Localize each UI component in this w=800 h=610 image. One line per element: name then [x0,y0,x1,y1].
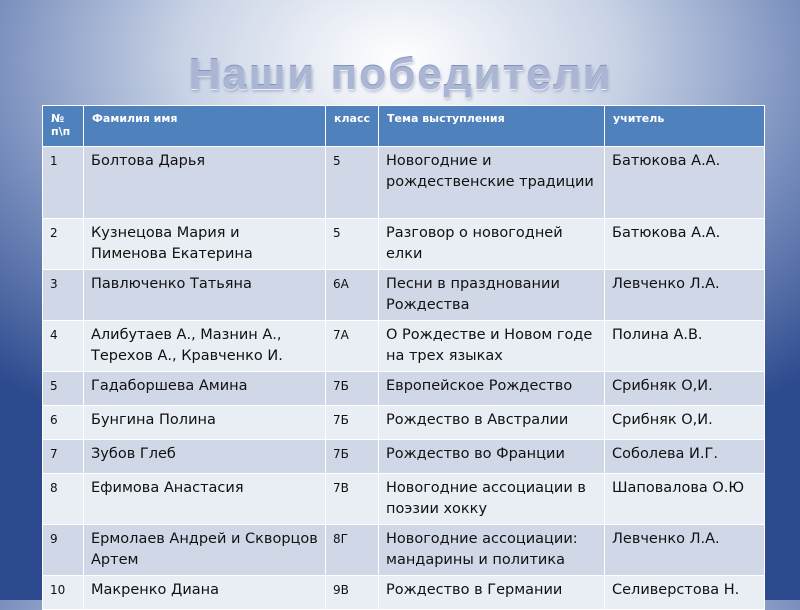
cell-name: Ермолаев Андрей и Скворцов Артем [84,525,326,576]
cell-teacher: Срибняк О,И. [605,406,765,440]
cell-number: 9 [43,525,84,576]
cell-class: 9В [326,576,379,610]
table-row [43,440,765,474]
header-class: класс [326,106,379,147]
cell-topic: Рождество в Германии [379,576,605,610]
cell-name: Ефимова Анастасия [84,474,326,525]
cell-class: 7А [326,321,379,372]
cell-class: 7Б [326,406,379,440]
cell-class: 8Г [326,525,379,576]
table-row [43,372,765,406]
cell-teacher: Срибняк О,И. [605,372,765,406]
cell-teacher: Левченко Л.А. [605,525,765,576]
table-row [43,147,765,219]
table-row [43,406,765,440]
cell-class: 7Б [326,440,379,474]
cell-teacher: Шаповалова О.Ю [605,474,765,525]
cell-name: Бунгина Полина [84,406,326,440]
table-row [43,321,765,372]
cell-topic: Песни в праздновании Рождества [379,270,605,321]
cell-topic: Рождество в Австралии [379,406,605,440]
cell-class: 5 [326,219,379,270]
cell-topic: Новогодние и рождественские традиции [379,147,605,219]
cell-number: 10 [43,576,84,610]
cell-topic: Разговор о новогодней елки [379,219,605,270]
cell-name: Павлюченко Татьяна [84,270,326,321]
cell-name: Зубов Глеб [84,440,326,474]
cell-number: 6 [43,406,84,440]
slide-title: Наши победители [188,50,612,99]
cell-topic: О Рождестве и Новом годе на трех языках [379,321,605,372]
cell-topic: Новогодние ассоциации: мандарины и политика [379,525,605,576]
cell-class: 5 [326,147,379,219]
cell-number: 5 [43,372,84,406]
table-row [43,576,765,610]
header-number: № п\п [43,106,84,147]
cell-name: Алибутаев А., Мазнин А., Терехов А., Кравченко И. [84,321,326,372]
cell-number: 2 [43,219,84,270]
table-row [43,219,765,270]
cell-class: 7В [326,474,379,525]
cell-number: 7 [43,440,84,474]
winners-table [42,105,765,610]
cell-name: Кузнецова Мария и Пименова Екатерина [84,219,326,270]
cell-topic: Рождество во Франции [379,440,605,474]
table-row [43,525,765,576]
cell-teacher: Полина А.В. [605,321,765,372]
header-topic: Тема выступления [379,106,605,147]
cell-name: Макренко Диана [84,576,326,610]
cell-topic: Европейское Рождество [379,372,605,406]
cell-name: Гадаборшева Амина [84,372,326,406]
table-row [43,474,765,525]
cell-teacher: Батюкова А.А. [605,219,765,270]
cell-number: 8 [43,474,84,525]
table-row [43,270,765,321]
table-header-row [43,106,765,147]
cell-name: Болтова Дарья [84,147,326,219]
header-name: Фамилия имя [84,106,326,147]
cell-class: 6А [326,270,379,321]
header-teacher: учитель [605,106,765,147]
cell-number: 4 [43,321,84,372]
cell-number: 3 [43,270,84,321]
cell-number: 1 [43,147,84,219]
cell-teacher: Батюкова А.А. [605,147,765,219]
cell-teacher: Селиверстова Н. [605,576,765,610]
cell-class: 7Б [326,372,379,406]
cell-teacher: Соболева И.Г. [605,440,765,474]
cell-teacher: Левченко Л.А. [605,270,765,321]
cell-topic: Новогодние ассоциации в поэзии хокку [379,474,605,525]
